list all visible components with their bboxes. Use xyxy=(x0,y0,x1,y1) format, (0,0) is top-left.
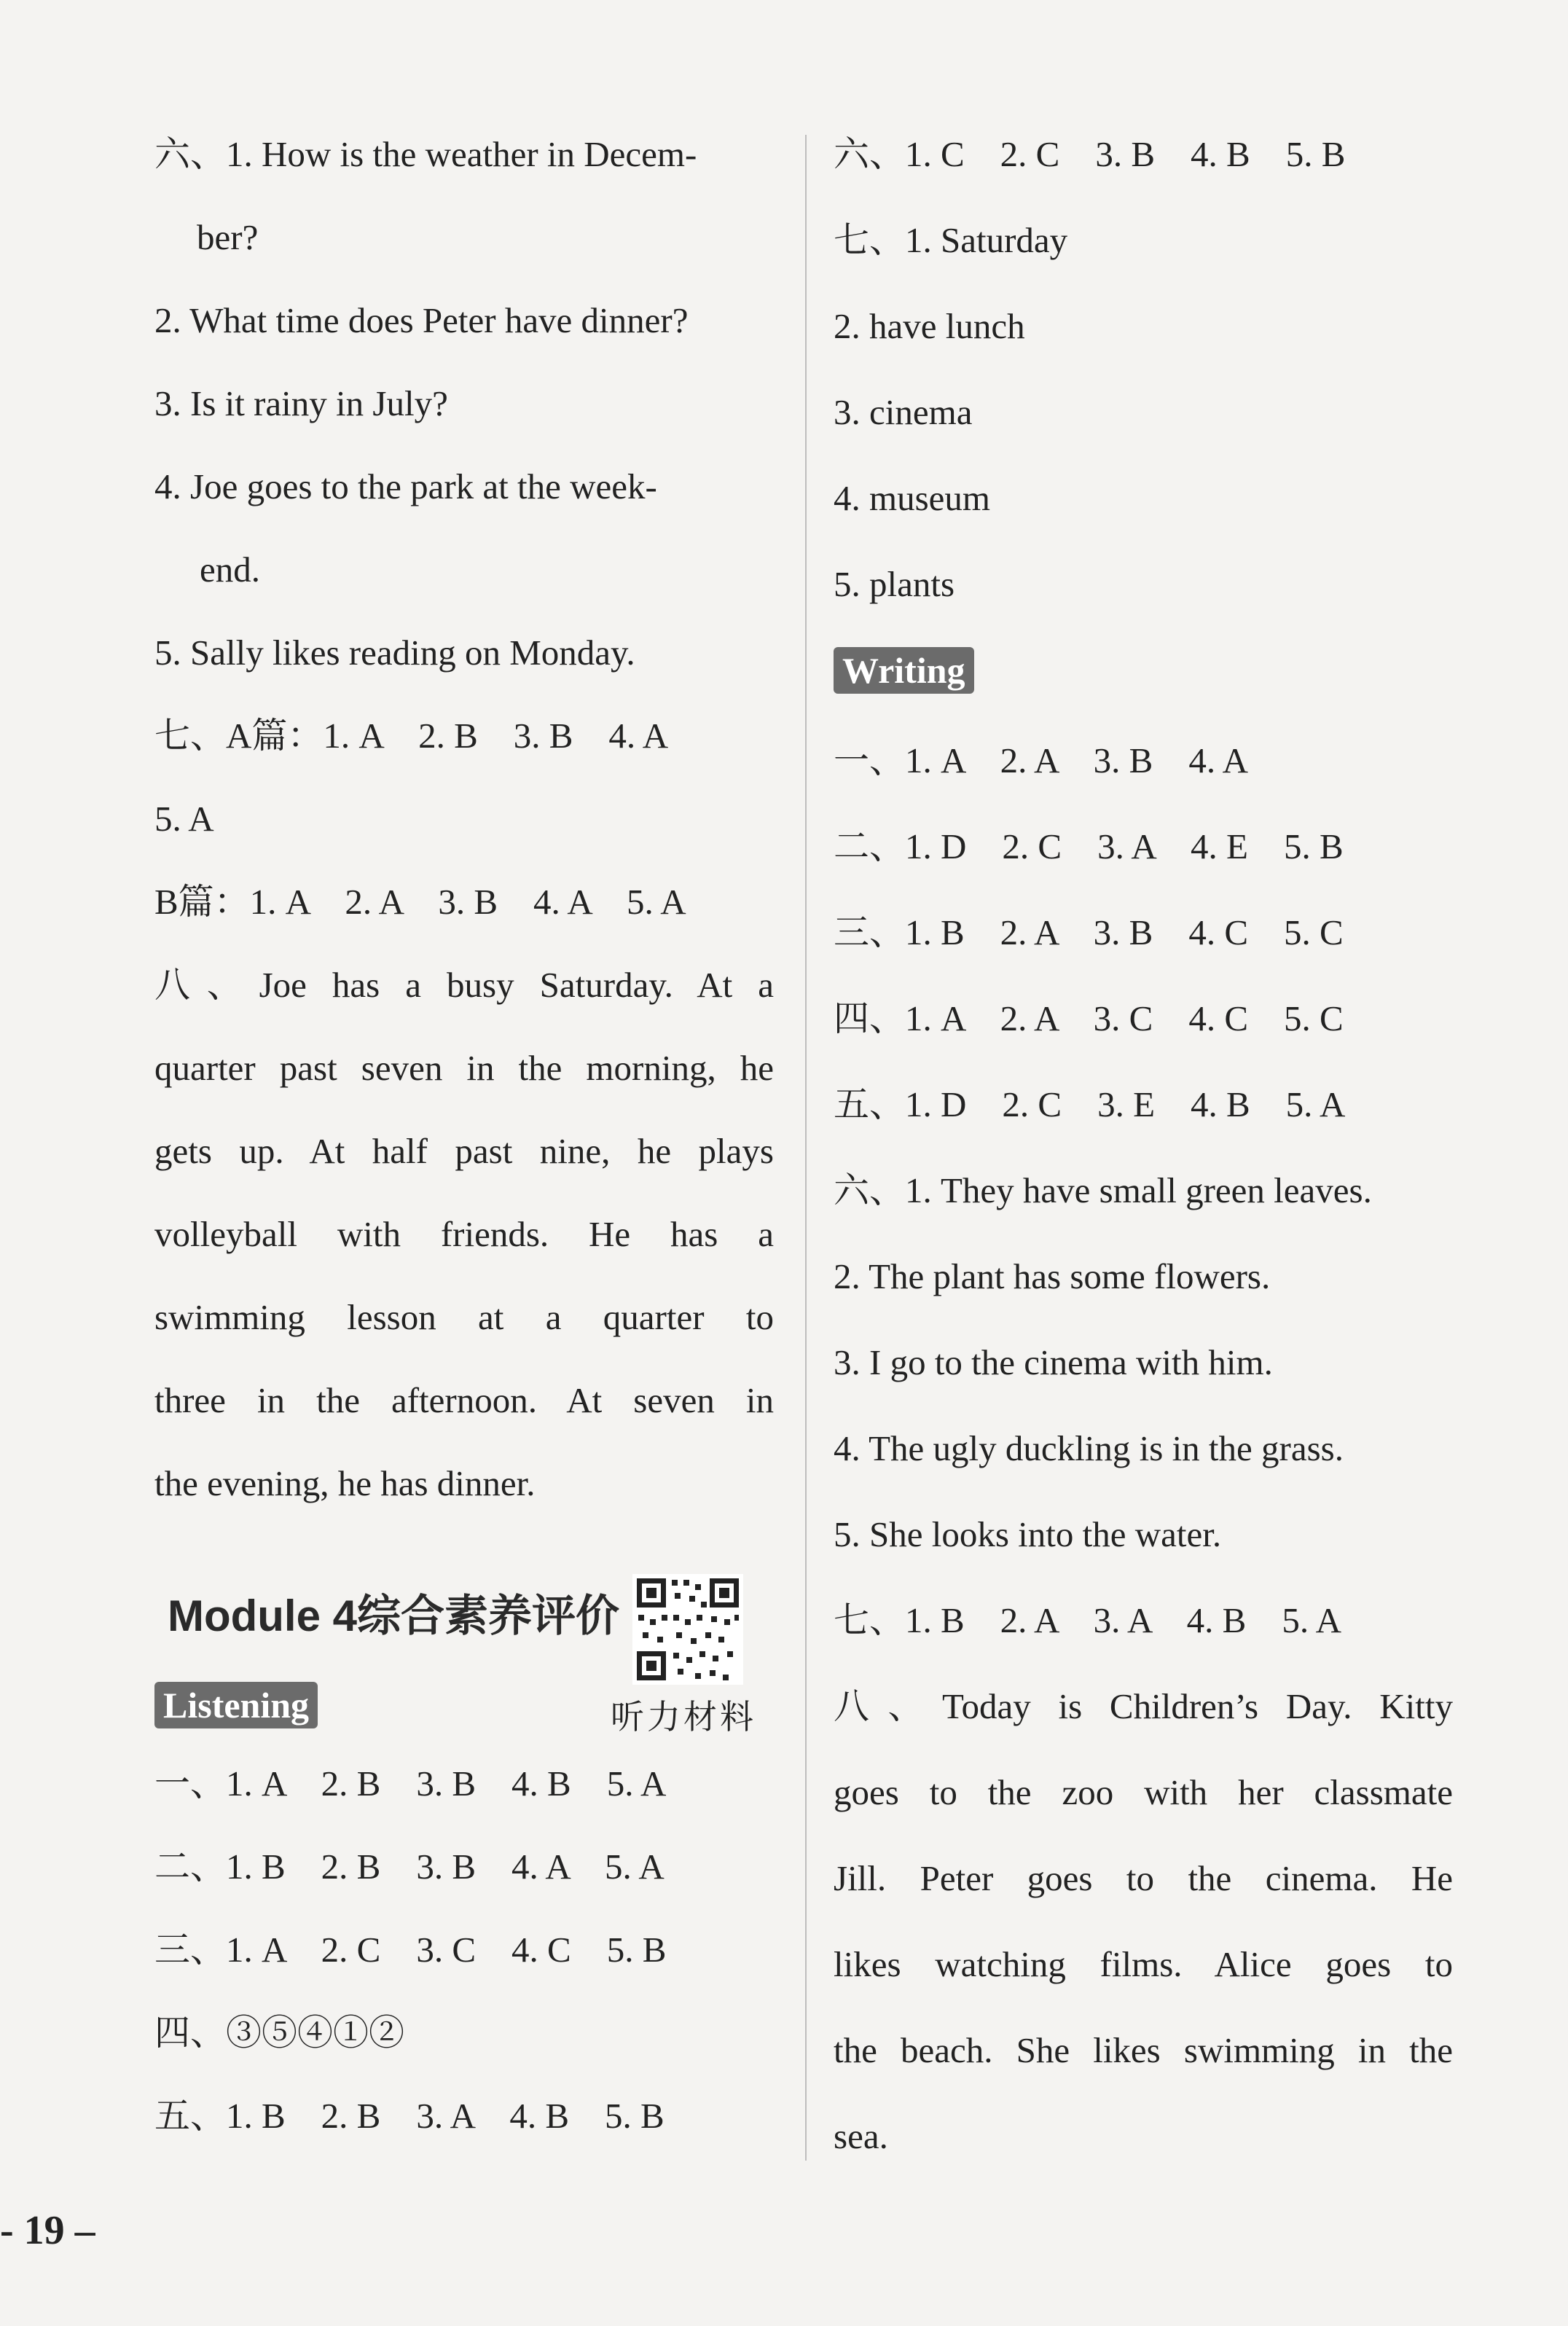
answer-line: B篇：1. A 2. A 3. B 4. A 5. A xyxy=(154,882,686,922)
writing-answer: 2. The plant has some flowers. xyxy=(834,1256,1271,1296)
passage-line: sea. xyxy=(834,2116,888,2156)
listening-answer: 三、1. A 2. C 3. C 4. C 5. B xyxy=(154,1930,667,1970)
answer-line: 3. Is it rainy in July? xyxy=(154,383,448,423)
answer-line: 六、1. C 2. C 3. B 4. B 5. B xyxy=(834,134,1346,174)
passage-line: gets up. At half past nine, he plays xyxy=(154,1131,774,1171)
writing-answer: 四、1. A 2. A 3. C 4. C 5. C xyxy=(834,998,1344,1038)
listening-answer: 二、1. B 2. B 3. B 4. A 5. A xyxy=(154,1847,665,1887)
writing-answer: 五、1. D 2. C 3. E 4. B 5. A xyxy=(834,1084,1346,1124)
answer-line: 4. museum xyxy=(834,478,991,518)
qr-code-icon xyxy=(632,1574,743,1685)
writing-answer: 六、1. They have small green leaves. xyxy=(834,1170,1372,1210)
writing-answer: 3. I go to the cinema with him. xyxy=(834,1342,1273,1382)
page-number: - 19 – xyxy=(0,2208,95,2253)
answer-line: ber? xyxy=(197,217,259,257)
writing-answer: 5. She looks into the water. xyxy=(834,1514,1222,1554)
passage-line: 八、Joe has a busy Saturday. At a xyxy=(154,965,774,1005)
writing-tag: Writing xyxy=(834,647,974,694)
passage-line: three in the afternoon. At seven in xyxy=(154,1380,774,1420)
answer-line: 5. Sally likes reading on Monday. xyxy=(154,633,635,673)
answer-line: 4. Joe goes to the park at the week- xyxy=(154,466,657,506)
writing-answer: 一、1. A 2. A 3. B 4. A xyxy=(834,740,1249,780)
answer-line: 七、A篇：1. A 2. B 3. B 4. A xyxy=(154,716,669,756)
passage-line: volleyball with friends. He has a xyxy=(154,1214,774,1254)
listening-tag: Listening xyxy=(154,1682,318,1728)
passage-line: goes to the zoo with her classmate xyxy=(834,1772,1453,1812)
answer-line: 六、1. How is the weather in Decem- xyxy=(154,134,697,174)
passage-line: the beach. She likes swimming in the xyxy=(834,2030,1453,2070)
answer-line: end. xyxy=(200,549,260,590)
listening-answer: 五、1. B 2. B 3. A 4. B 5. B xyxy=(154,2096,665,2136)
answer-line: 2. have lunch xyxy=(834,306,1025,346)
writing-answer: 七、1. B 2. A 3. A 4. B 5. A xyxy=(834,1600,1342,1640)
passage-line: quarter past seven in the morning, he xyxy=(154,1048,774,1088)
listening-answer: 四、③⑤④①② xyxy=(154,2013,405,2053)
passage-line: the evening, he has dinner. xyxy=(154,1463,536,1503)
answer-line: 2. What time does Peter have dinner? xyxy=(154,300,689,340)
answer-line: 5. plants xyxy=(834,564,955,604)
column-divider xyxy=(805,135,807,2161)
answer-line: 七、1. Saturday xyxy=(834,220,1068,260)
answer-line: 5. A xyxy=(154,799,214,839)
passage-line: likes watching films. Alice goes to xyxy=(834,1944,1453,1984)
passage-line: 八、Today is Children’s Day. Kitty xyxy=(834,1686,1453,1726)
writing-answer: 二、1. D 2. C 3. A 4. E 5. B xyxy=(834,826,1344,866)
passage-line: swimming lesson at a quarter to xyxy=(154,1297,774,1337)
qr-label: 听力材料 xyxy=(611,1697,756,1736)
listening-answer: 一、1. A 2. B 3. B 4. B 5. A xyxy=(154,1763,667,1804)
answer-line: 3. cinema xyxy=(834,392,973,432)
writing-answer: 4. The ugly duckling is in the grass. xyxy=(834,1428,1344,1468)
module-title: Module 4综合素养评价 xyxy=(168,1591,620,1640)
passage-line: Jill. Peter goes to the cinema. He xyxy=(834,1858,1453,1898)
writing-answer: 三、1. B 2. A 3. B 4. C 5. C xyxy=(834,912,1344,952)
